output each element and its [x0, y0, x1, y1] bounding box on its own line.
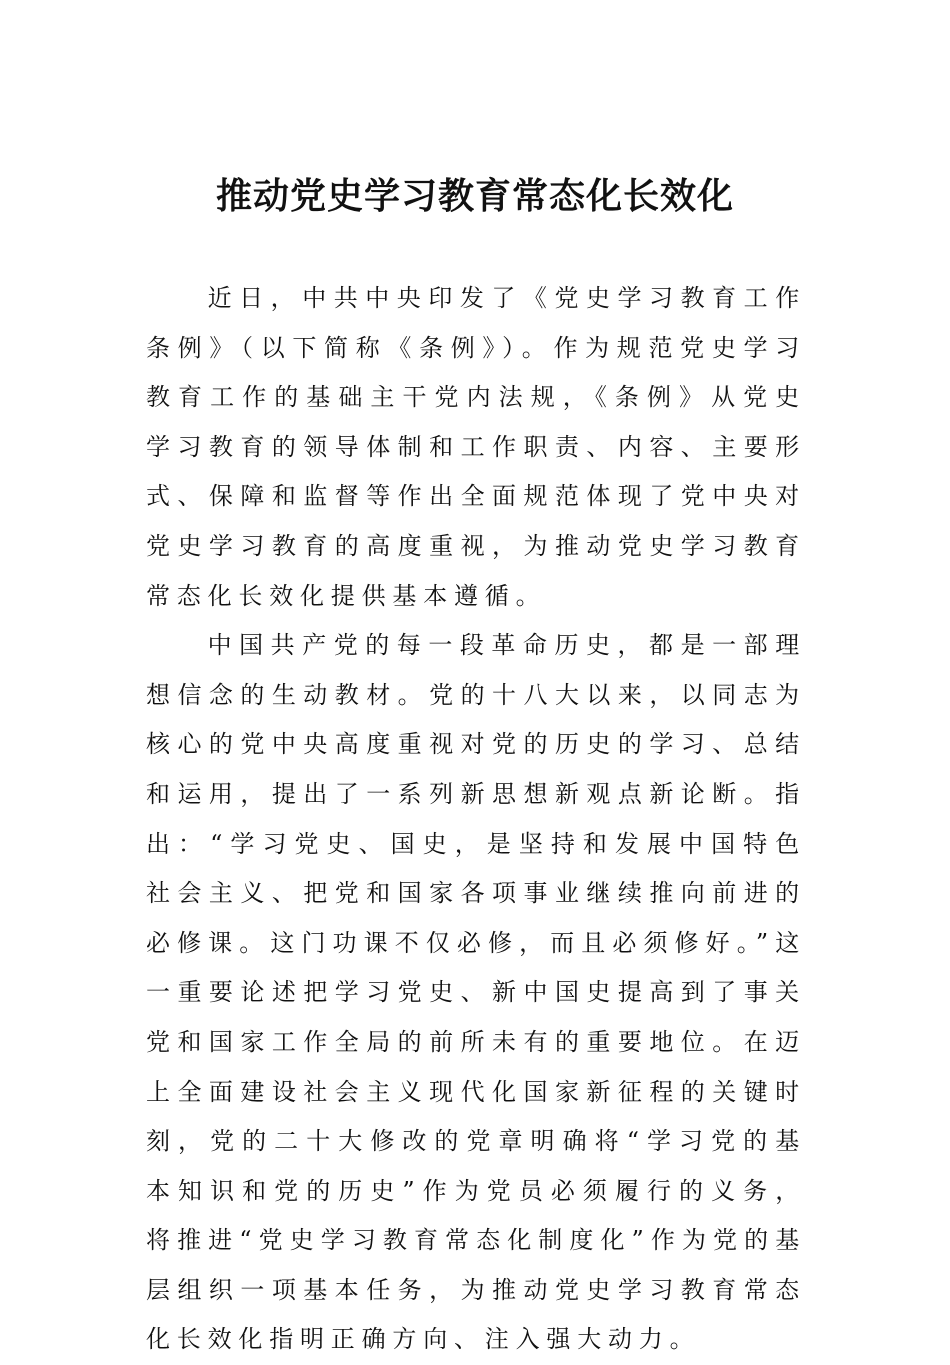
paragraph-2: 中国共产党的每一段革命历史，都是一部理想信念的生动教材。党的十八大以来，以同志为核心的党中央高度重视对党的历史的学习、总结和运用，提出了一系列新思想新观点新论断。指出：“学习党史、国史，是坚持和发展中国特色社会主义、把党和国家各项事业继续推向前进的必修课。这门功课不仅必修，而且必须修好。”这一重要论述把学习党史、新中国史提高到了事关党和国家工作全局的前所未有的重要地位。在迈上全面建设社会主义现代化国家新征程的关键时刻，党的二十大修改的党章明确将“学习党的基本知识和党的历史”作为党员必须履行的义务，将推进“党史学习教育常态化制度化”作为党的基层组织一项基本任务，为推动党史学习教育常态化长效化指明正确方向、注入强大动力。	[146, 631, 806, 1354]
paragraph-1: 近日，中共中央印发了《党史学习教育工作条例》（以下简称《条例》）。作为规范党史学习教育工作的基础主干党内法规，《条例》从党史学习教育的领导体制和工作职责、内容、主要形式、保障和监督等作出全面规范体现了党中央对党史学习教育的高度重视，为推动党史学习教育常态化长效化提供基本遵循。	[146, 284, 806, 610]
document-title: 推动党史学习教育常态化长效化	[215, 175, 734, 217]
document-body	[146, 274, 806, 1365]
